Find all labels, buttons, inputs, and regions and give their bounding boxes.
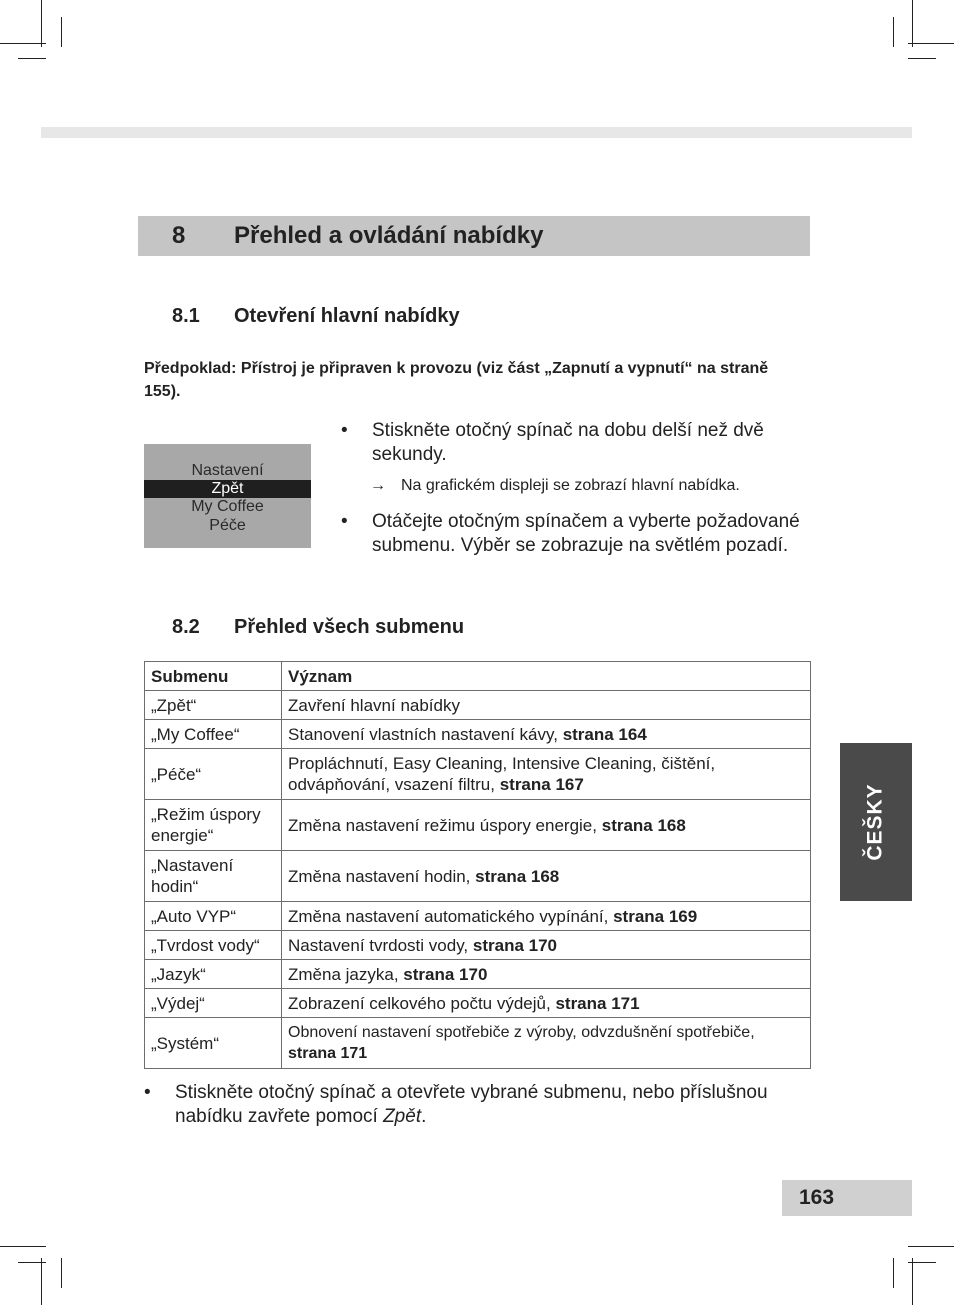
- step-text: Stiskněte otočný spínač na dobu delší než dvě sekundy.: [372, 420, 764, 465]
- chapter-number: 8: [172, 222, 186, 249]
- prerequisite-note: Předpoklad: Přístroj je připraven k provozu (viz část „Zapnutí a vypnutí“ na straně 155).: [144, 360, 769, 400]
- meaning-text: Stanovení vlastních nastavení kávy,: [288, 724, 558, 744]
- page-reference: strana 171: [288, 1045, 368, 1062]
- page-reference: strana 168: [601, 815, 686, 835]
- final-step-emphasis: Zpět: [383, 1106, 422, 1127]
- table-row: [145, 960, 811, 989]
- header-rule: [41, 127, 912, 138]
- chapter-title: Přehled a ovládání nabídky: [234, 222, 544, 249]
- display-menu-item-selected: Zpět: [144, 480, 311, 498]
- table-row: [145, 931, 811, 960]
- submenu-cell: „Výdej“: [145, 989, 282, 1018]
- step-result: [341, 475, 811, 497]
- final-step-end: .: [421, 1106, 427, 1127]
- page-reference: strana 169: [613, 906, 698, 926]
- meaning-text: Změna nastavení režimu úspory energie,: [288, 815, 597, 835]
- table-row: [145, 989, 811, 1018]
- meaning-cell: [282, 749, 811, 800]
- table-row: [145, 749, 811, 800]
- meaning-text: Zobrazení celkového počtu výdejů,: [288, 993, 551, 1013]
- meaning-cell: [282, 960, 811, 989]
- meaning-text: Změna nastavení automatického vypínání,: [288, 906, 609, 926]
- submenu-cell: „Jazyk“: [145, 960, 282, 989]
- section-number: 8.1: [172, 305, 200, 327]
- meaning-text: Zavření hlavní nabídky: [288, 695, 460, 715]
- page-reference: strana 167: [499, 775, 584, 794]
- submenu-cell: „Péče“: [145, 749, 282, 800]
- step-result-text: Na grafickém displeji se zobrazí hlavní nabídka.: [401, 477, 740, 494]
- meaning-text: Změna nastavení hodin,: [288, 866, 471, 886]
- meaning-text: Změna jazyka,: [288, 964, 399, 984]
- section-heading-8-1: [172, 305, 460, 328]
- chapter-heading: [138, 216, 810, 256]
- bullet-icon: •: [341, 511, 348, 532]
- step-text: Otáčejte otočným spínačem a vyberte požadované submenu. Výběr se zobrazuje na světlém pozadí.: [372, 511, 800, 556]
- table-row: [145, 902, 811, 931]
- submenu-cell: „Nastavení hodin“: [145, 851, 282, 902]
- page-reference: strana 170: [472, 935, 558, 955]
- table-row: [145, 851, 811, 902]
- section-title: Přehled všech submenu: [234, 616, 465, 638]
- submenu-cell: „My Coffee“: [145, 720, 282, 749]
- table-row: [145, 720, 811, 749]
- meaning-cell: [282, 931, 811, 960]
- submenu-cell: „Tvrdost vody“: [145, 931, 282, 960]
- page-reference: strana 170: [403, 964, 488, 984]
- display-menu-illustration: [144, 444, 311, 548]
- submenu-cell: „Režim úspory energie“: [145, 800, 282, 851]
- language-label: ČEŠKY: [864, 783, 888, 861]
- step-item: [341, 419, 811, 467]
- meaning-text: Propláchnutí, Easy Cleaning, Intensive Cleaning, čištění, odvápňování, vsazení filtru,: [288, 754, 716, 794]
- meaning-cell: [282, 800, 811, 851]
- meaning-text: Obnovení nastavení spotřebiče z výroby, odvzdušnění spotřebiče,: [288, 1024, 755, 1041]
- page-reference: strana 168: [475, 866, 560, 886]
- meaning-cell: [282, 902, 811, 931]
- table-row: [145, 1018, 811, 1069]
- final-step-text: Stiskněte otočný spínač a otevřete vybrané submenu, nebo příslušnou nabídku zavřete pomocí: [175, 1082, 768, 1127]
- table-header-row: [145, 662, 811, 691]
- step-item: [341, 510, 811, 558]
- meaning-cell: [282, 1018, 811, 1069]
- meaning-cell: [282, 989, 811, 1018]
- section-title: Otevření hlavní nabídky: [234, 305, 460, 327]
- display-menu-item: Nastavení: [191, 462, 264, 479]
- page-number: 163: [782, 1180, 912, 1216]
- meaning-cell: [282, 720, 811, 749]
- display-menu-item: Péče: [209, 517, 246, 534]
- submenu-table: [144, 661, 811, 1069]
- column-header: Submenu: [145, 662, 282, 691]
- meaning-text: Nastavení tvrdosti vody,: [288, 935, 469, 955]
- table-row: [145, 691, 811, 720]
- section-number: 8.2: [172, 616, 200, 638]
- table-row: [145, 800, 811, 851]
- page-reference: strana 164: [562, 724, 647, 744]
- language-side-tab: [840, 743, 912, 901]
- bullet-icon: •: [341, 420, 348, 441]
- submenu-cell: „Zpět“: [145, 691, 282, 720]
- arrow-right-icon: →: [370, 477, 386, 494]
- display-menu-item: My Coffee: [191, 498, 264, 515]
- column-header: Význam: [282, 662, 811, 691]
- final-step-item: [144, 1081, 814, 1129]
- meaning-cell: [282, 851, 811, 902]
- section-heading-8-2: [172, 616, 465, 639]
- submenu-cell: „Auto VYP“: [145, 902, 282, 931]
- submenu-cell: „Systém“: [145, 1018, 282, 1069]
- page-reference: strana 171: [555, 993, 640, 1013]
- steps-list: [341, 419, 811, 558]
- meaning-cell: [282, 691, 811, 720]
- bullet-icon: •: [144, 1082, 151, 1103]
